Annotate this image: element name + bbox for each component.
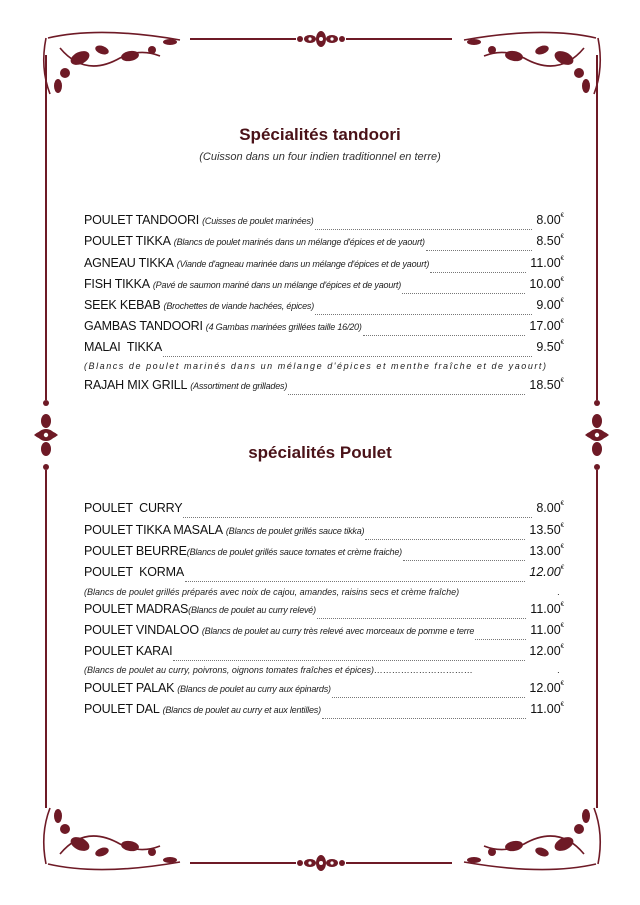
menu-item-poulet-palak <box>84 681 564 701</box>
leader-dots <box>173 659 525 661</box>
tandoori-section-title: Spécialités tandoori <box>239 125 401 144</box>
menu-item-poulet-tandoori <box>84 213 564 233</box>
item-price: 18.50€ <box>529 378 564 392</box>
item-price: 13.00€ <box>529 544 564 558</box>
left-side-ornament-icon <box>32 395 60 475</box>
leader-dots <box>185 580 525 582</box>
item-description: (Blancs de poulet marinés dans un mélange d'épices et de yaourt) <box>173 237 425 247</box>
item-name: POULET CURRY <box>84 501 183 515</box>
menu-item-poulet-beurre <box>84 544 564 564</box>
item-price: 9.50€ <box>536 340 564 354</box>
item-name: POULET KORMA <box>84 565 184 579</box>
item-description: (Blancs de poulet au curry relevé) <box>188 605 316 615</box>
right-side-ornament-icon <box>583 395 611 475</box>
menu-item-poulet-vindaloo <box>84 623 564 643</box>
leader-dots <box>332 696 526 698</box>
item-name: POULET BEURRE <box>84 544 187 558</box>
poulet-section-title: spécialités Poulet <box>248 443 392 462</box>
leader-dots <box>430 271 526 273</box>
item-name: POULET PALAK <box>84 681 175 695</box>
menu-item-fish-tikka <box>84 277 564 297</box>
item-description: (Assortiment de grillades) <box>190 381 288 391</box>
menu-item-poulet-curry <box>84 501 564 521</box>
item-description: (4 Gambas marinées grillées taille 16/20) <box>205 322 362 332</box>
leader-dots <box>183 516 532 518</box>
menu-item-poulet-karai <box>84 644 564 664</box>
item-name: POULET TANDOORI <box>84 213 200 227</box>
menu-item-poulet-madras <box>84 602 564 622</box>
item-price: 8.50€ <box>536 234 564 248</box>
bottom-right-floral-corner-icon <box>454 802 604 874</box>
item-name: MALAI TIKKA <box>84 340 162 354</box>
leader-dots <box>402 292 525 294</box>
item-name: POULET DAL <box>84 702 160 716</box>
item-price: 12.00€ <box>529 681 564 695</box>
item-description: (Brochettes de viande hachées, épices) <box>163 301 315 311</box>
menu-item-poulet-korma <box>84 565 564 585</box>
item-name: RAJAH MIX GRILL <box>84 378 188 392</box>
item-description: (Viande d'agneau marinée dans un mélange d'épices et de yaourt) <box>176 259 430 269</box>
frame-left-rule-bottom <box>45 470 47 808</box>
poulet-korma-description <box>84 587 564 603</box>
bottom-center-ornament-icon <box>296 850 346 876</box>
menu-item-poulet-tikka <box>84 234 564 254</box>
leader-dots <box>315 313 532 315</box>
poulet-karai-description <box>84 665 564 681</box>
item-description: (Blancs de poulet grillés sauce tomates et crème fraiche) <box>186 547 402 557</box>
menu-item-gambas-tandoori <box>84 319 564 339</box>
malai-tikka-description: (Blancs de poulet marinés dans un mélange d'épices et menthe fraîche et de yaourt) <box>84 361 548 371</box>
item-description: (Blancs de poulet au curry et aux lentilles) <box>162 705 321 715</box>
leader-dots <box>315 228 533 230</box>
korma-description-tail: . <box>557 587 560 597</box>
item-name: POULET MADRAS <box>84 602 189 616</box>
menu-item-rajah-mix-grill <box>84 378 564 398</box>
item-description: (Blancs de poulet au curry très relevé avec morceaux de pomme e terre <box>201 626 475 636</box>
leader-dots <box>426 249 532 251</box>
karai-description-tail: . <box>557 665 560 675</box>
item-price: 12.00€ <box>529 565 564 579</box>
item-name: POULET TIKKA <box>84 234 171 248</box>
item-price: 13.50€ <box>529 523 564 537</box>
karai-description-text: (Blancs de poulet au curry, poivrons, oignons tomates fraîches et épices)…………………………… <box>84 665 473 675</box>
item-description: (Blancs de poulet grillés sauce tikka) <box>225 526 365 536</box>
bottom-left-floral-corner-icon <box>40 802 190 874</box>
tandoori-section-subtitle: (Cuisson dans un four indien traditionnel en terre) <box>199 151 441 163</box>
item-name: POULET KARAI <box>84 644 173 658</box>
item-description: (Pavé de saumon mariné dans un mélange d'épices et de yaourt) <box>152 280 402 290</box>
item-price: 9.00€ <box>536 298 564 312</box>
leader-dots <box>163 355 532 357</box>
korma-description-text: (Blancs de poulet grillés préparés avec noix de cajou, amandes, raisins secs et crème fraîche) <box>84 587 460 597</box>
menu-item-malai-tikka <box>84 340 564 360</box>
leader-dots <box>403 559 525 561</box>
frame-right-rule-top <box>596 55 598 400</box>
frame-bottom-rule-left <box>190 862 296 864</box>
top-center-ornament-icon <box>296 26 346 52</box>
frame-top-rule-left <box>190 38 296 40</box>
item-name: AGNEAU TIKKA <box>84 256 174 270</box>
item-description: (Cuisses de poulet marinées) <box>202 216 314 226</box>
item-price: 8.00€ <box>536 501 564 515</box>
item-price: 11.00€ <box>530 256 564 270</box>
item-price: 11.00€ <box>530 623 564 637</box>
item-name: FISH TIKKA <box>84 277 150 291</box>
frame-bottom-rule-right <box>346 862 452 864</box>
item-price: 17.00€ <box>529 319 564 333</box>
frame-left-rule-top <box>45 55 47 400</box>
frame-right-rule-bottom <box>596 470 598 808</box>
menu-item-agneau-tikka <box>84 256 564 276</box>
leader-dots <box>363 334 526 336</box>
item-price: 8.00€ <box>536 213 564 227</box>
item-price: 11.00€ <box>530 602 564 616</box>
item-price: 12.00€ <box>529 644 564 658</box>
menu-item-seek-kebab <box>84 298 564 318</box>
frame-top-rule-right <box>346 38 452 40</box>
leader-dots <box>317 617 526 619</box>
leader-dots <box>365 538 525 540</box>
leader-dots <box>475 638 526 640</box>
item-price: 10.00€ <box>529 277 564 291</box>
top-left-floral-corner-icon <box>40 28 190 100</box>
item-name: GAMBAS TANDOORI <box>84 319 203 333</box>
leader-dots <box>288 393 525 395</box>
item-name: POULET TIKKA MASALA <box>84 523 223 537</box>
item-name: POULET VINDALOO <box>84 623 199 637</box>
item-description: (Blancs de poulet au curry aux épinards) <box>177 684 331 694</box>
top-right-floral-corner-icon <box>454 28 604 100</box>
item-price: 11.00€ <box>530 702 564 716</box>
leader-dots <box>322 717 526 719</box>
item-name: SEEK KEBAB <box>84 298 161 312</box>
menu-item-poulet-tikka-masala <box>84 523 564 543</box>
menu-item-poulet-dal <box>84 702 564 722</box>
